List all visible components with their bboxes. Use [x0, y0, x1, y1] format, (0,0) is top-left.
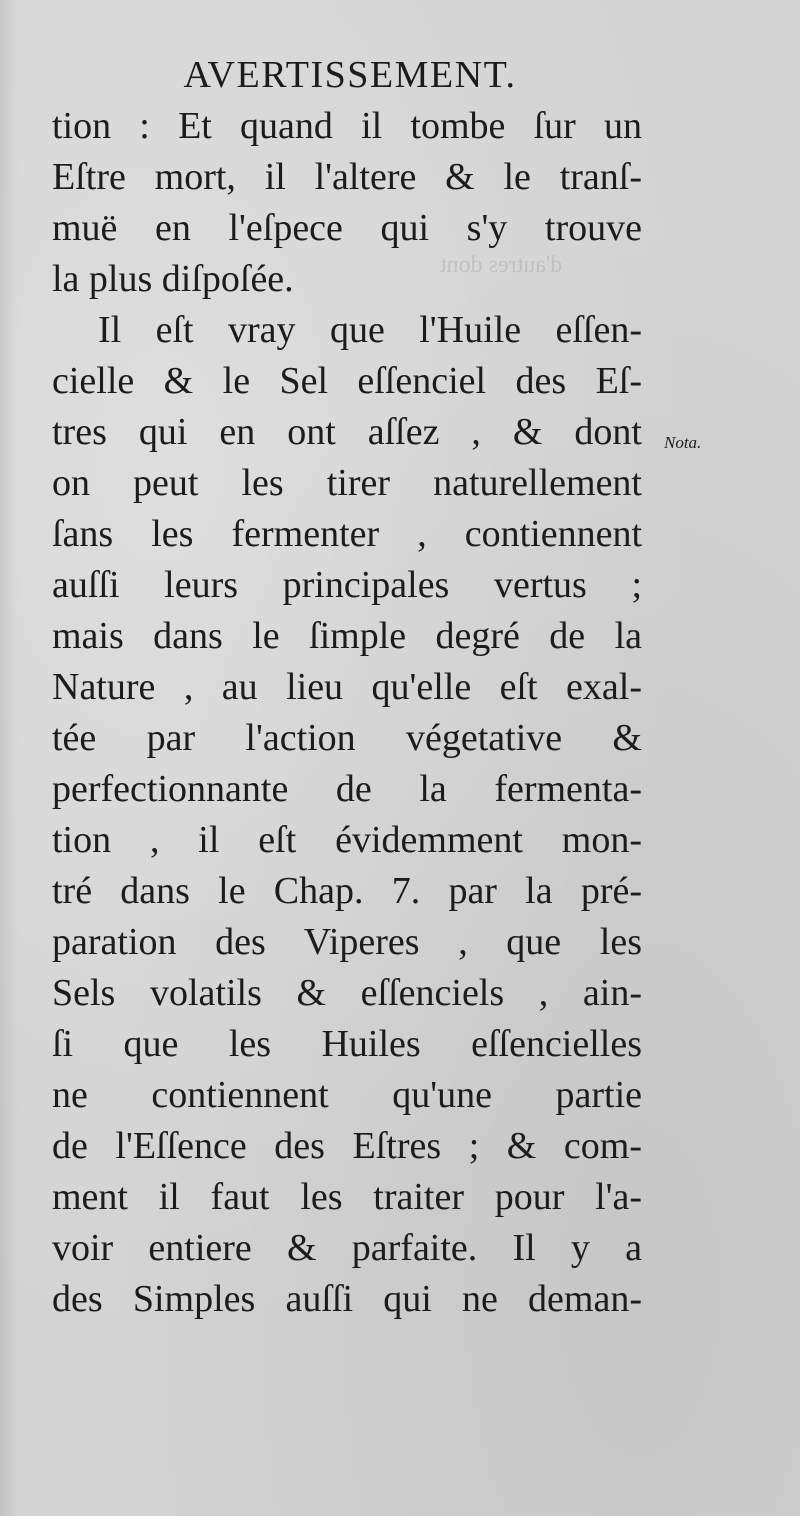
text-line: tée par l'action végetative & — [52, 717, 642, 759]
text-line: auſſi leurs principales vertus ; — [52, 564, 642, 606]
text-line: ſans les fermenter , contiennent — [52, 513, 642, 555]
text-line: on peut les tirer naturellement — [52, 462, 642, 504]
text-line: des Simples auſſi qui ne deman- — [52, 1278, 642, 1320]
margin-note: Nota. — [664, 433, 702, 452]
body-text — [52, 101, 642, 1325]
text-line: perfectionnante de la fermenta- — [52, 768, 642, 810]
text-line: de l'Eſſence des Eſtres ; & com- — [52, 1125, 642, 1167]
text-line: ne contiennent qu'une partie — [52, 1074, 642, 1116]
text-line: Il eſt vray que l'Huile eſſen- — [98, 309, 642, 351]
text-line: voir entiere & parfaite. Il y a — [52, 1227, 642, 1269]
text-line: tres qui en ont aſſez , & dont — [52, 411, 642, 453]
text-line: cielle & le Sel eſſenciel des Eſ- — [52, 360, 642, 402]
text-line: la plus diſpoſée. — [52, 258, 294, 300]
text-line: tion : Et quand il tombe ſur un — [52, 105, 642, 147]
text-line: ſi que les Huiles eſſencielles — [52, 1023, 642, 1065]
running-head: AVERTISSEMENT. — [183, 54, 517, 96]
text-line: ment il faut les traiter pour l'a- — [52, 1176, 642, 1218]
text-line: mais dans le ſimple degré de la — [52, 615, 642, 657]
text-line: Eſtre mort, il l'altere & le tranſ- — [52, 156, 642, 198]
text-line: Nature , au lieu qu'elle eſt exal- — [52, 666, 642, 708]
text-line: tion , il eſt évidemment mon- — [52, 819, 642, 861]
page-edge-shadow — [0, 0, 18, 1516]
show-through-text: d'autres dont — [440, 252, 563, 278]
text-line: Sels volatils & eſſenciels , ain- — [52, 972, 642, 1014]
text-line: paration des Viperes , que les — [52, 921, 642, 963]
text-line: tré dans le Chap. 7. par la pré- — [52, 870, 642, 912]
text-line: muë en l'eſpece qui s'y trouve — [52, 207, 642, 249]
